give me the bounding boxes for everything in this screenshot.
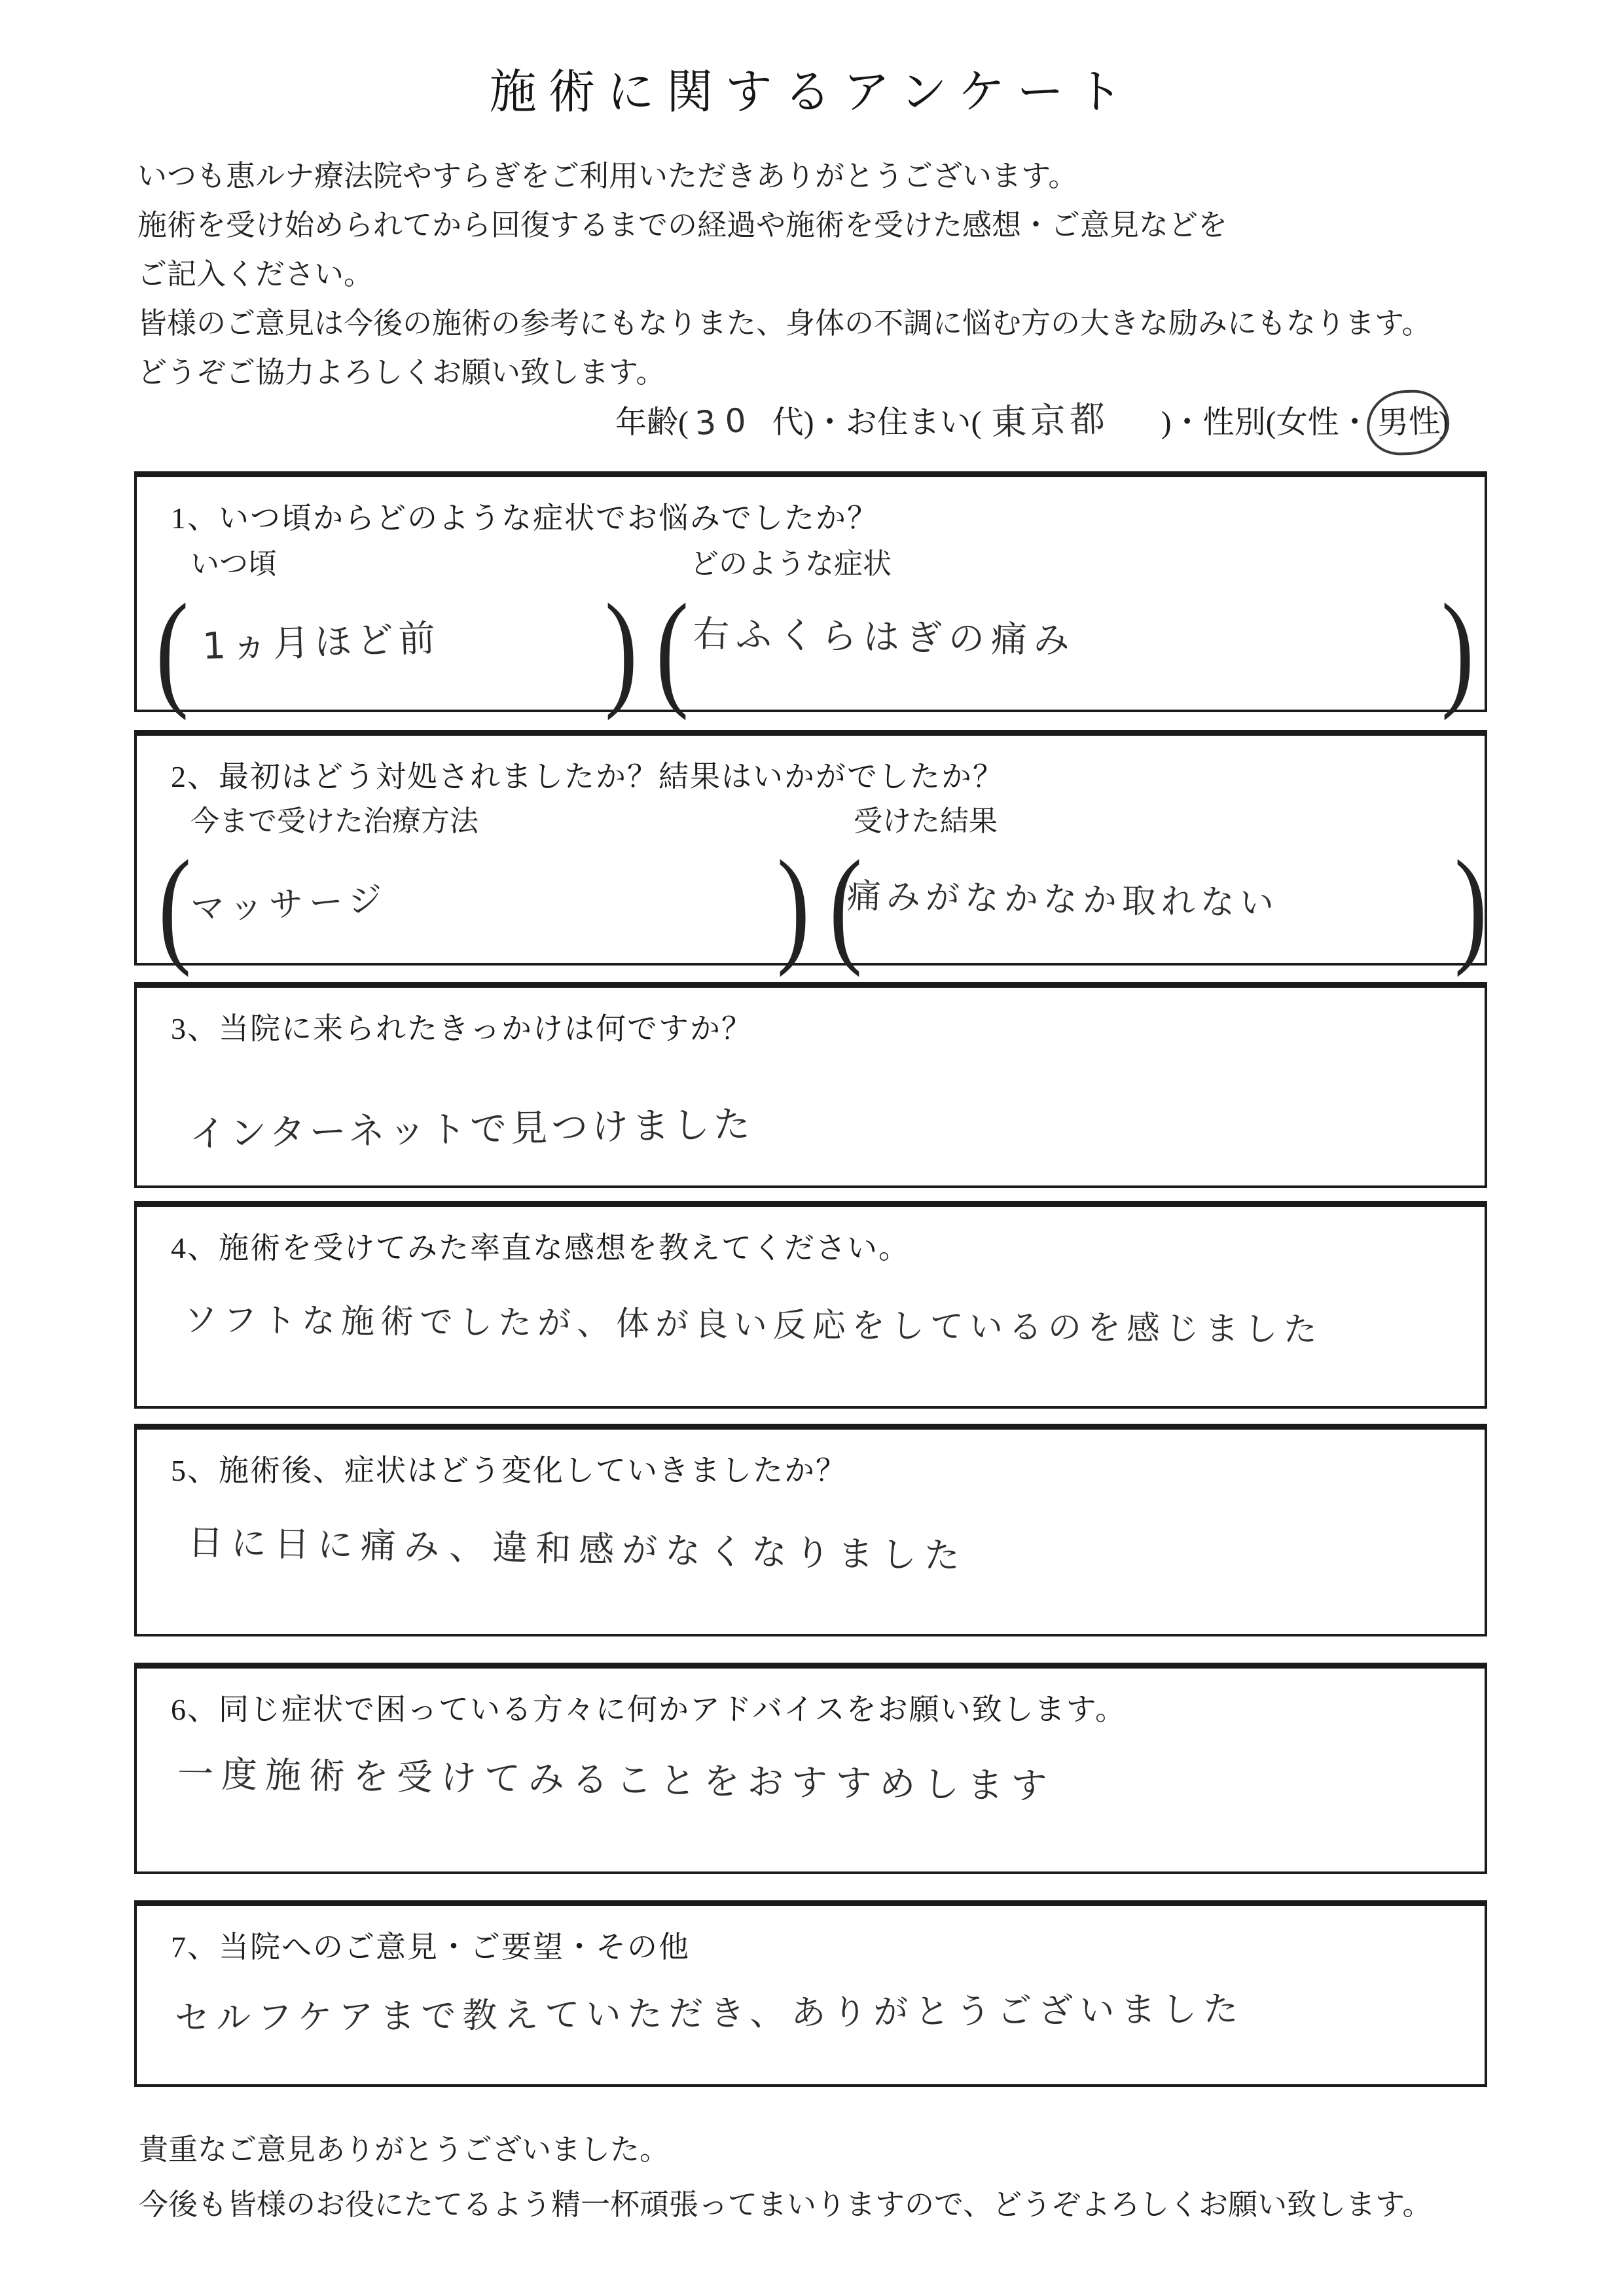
residence-value-handwritten: 東京都 bbox=[990, 397, 1110, 444]
demographics-line bbox=[615, 393, 1449, 443]
answer-bracket-open-icon: ( bbox=[829, 834, 863, 978]
separator-dot-1: ・ bbox=[814, 405, 846, 440]
page-title: 施術に関するアンケート bbox=[489, 66, 1135, 118]
intro-line-4: 皆様のご意見は今後の施術の参考にもなりまた、身体の不調に悩む方の大きな励みにもなります。 bbox=[137, 307, 1432, 340]
age-value-handwritten: 30 bbox=[694, 400, 757, 443]
question-box-4 bbox=[134, 1201, 1487, 1409]
gender-label: 性別(女性・ bbox=[1202, 405, 1371, 440]
question-5-answer-handwritten: 日に日に痛み、違和感がなくなりました bbox=[187, 1521, 968, 1577]
answer-bracket-close-icon: ) bbox=[1441, 577, 1475, 721]
answer-bracket-open-icon: ( bbox=[158, 834, 192, 978]
residence-label: お住まい( bbox=[845, 405, 982, 440]
question-2-label: 2、最初はどう対処されましたか？結果はいかがでしたか？ bbox=[171, 760, 1004, 793]
answer-bracket-close-icon: ) bbox=[1454, 834, 1488, 978]
separator-dot-2: ・ bbox=[1171, 405, 1203, 440]
question-3-answer-handwritten: インターネットで見つけました bbox=[189, 1103, 755, 1156]
question-3-label: 3、当院に来られたきっかけは何ですか？ bbox=[171, 1012, 753, 1045]
question-box-6 bbox=[134, 1663, 1487, 1874]
gender-selection-circle bbox=[1365, 389, 1450, 456]
question-5-label: 5、施術後、症状はどう変化していきましたか？ bbox=[171, 1454, 847, 1487]
footer-line-2: 今後も皆様のお役にたてるよう精一杯頑張ってまいりますので、どうぞよろしくお願い致します。 bbox=[139, 2188, 1432, 2221]
question-box-7 bbox=[134, 1900, 1487, 2087]
question-1-field-1-label: いつ頃 bbox=[190, 548, 277, 580]
question-1-label: 1、いつ頃からどのような症状でお悩みでしたか？ bbox=[171, 501, 878, 535]
question-6-label: 6、同じ症状で困っている方々に何かアドバイスをお願い致します。 bbox=[171, 1693, 1127, 1726]
question-2-field-1-answer-handwritten: マッサージ bbox=[189, 880, 389, 930]
question-2-field-2-answer-handwritten: 痛みがなかなか取れない bbox=[846, 876, 1280, 924]
answer-bracket-open-icon: ( bbox=[155, 577, 189, 721]
question-box-3 bbox=[134, 982, 1487, 1188]
question-box-5 bbox=[134, 1424, 1487, 1636]
question-box-1 bbox=[134, 471, 1487, 721]
question-1-field-2-label: どのような症状 bbox=[690, 548, 892, 580]
answer-bracket-open-icon: ( bbox=[655, 577, 689, 721]
question-4-label: 4、施術を受けてみた率直な感想を教えてください。 bbox=[171, 1231, 910, 1265]
question-6-answer-handwritten: 一度施術を受けてみることをおすすめします bbox=[177, 1752, 1055, 1807]
age-label: 年齢( bbox=[615, 405, 689, 440]
question-7-answer-handwritten: セルフケアまで教えていただき、ありがとうございました bbox=[174, 1989, 1245, 2039]
gender-suffix: ) bbox=[1438, 405, 1449, 440]
question-2-field-2-label: 受けた結果 bbox=[854, 805, 998, 837]
age-suffix: 代) bbox=[772, 405, 814, 440]
intro-paragraph bbox=[137, 152, 1512, 397]
intro-line-3: ご記入ください。 bbox=[137, 258, 374, 291]
question-4-answer-handwritten: ソフトな施術でしたが、体が良い反応をしているのを感じました bbox=[183, 1301, 1324, 1350]
question-1-field-1-answer-handwritten: 1ヵ月ほど前 bbox=[202, 617, 441, 668]
answer-bracket-close-icon: ) bbox=[776, 834, 810, 978]
question-7-label: 7、当院へのご意見・ご要望・その他 bbox=[171, 1930, 690, 1964]
question-1-field-2-answer-handwritten: 右ふくらはぎの痛み bbox=[693, 612, 1077, 662]
answer-bracket-close-icon: ) bbox=[604, 577, 638, 721]
intro-line-5: どうぞご協力よろしくお願い致します。 bbox=[137, 356, 666, 389]
intro-line-2: 施術を受け始められてから回復するまでの経過や施術を受けた感想・ご意見などを bbox=[137, 209, 1228, 242]
gender-value: 男性 bbox=[1376, 404, 1441, 441]
question-box-2 bbox=[134, 730, 1488, 978]
intro-line-1: いつも恵ルナ療法院やすらぎをご利用いただきありがとうございます。 bbox=[137, 160, 1078, 192]
question-2-field-1-label: 今まで受けた治療方法 bbox=[190, 805, 478, 837]
footer-line-1: 貴重なご意見ありがとうございました。 bbox=[139, 2133, 670, 2166]
residence-suffix: ) bbox=[1161, 405, 1172, 440]
footer-paragraph bbox=[139, 2122, 1579, 2232]
